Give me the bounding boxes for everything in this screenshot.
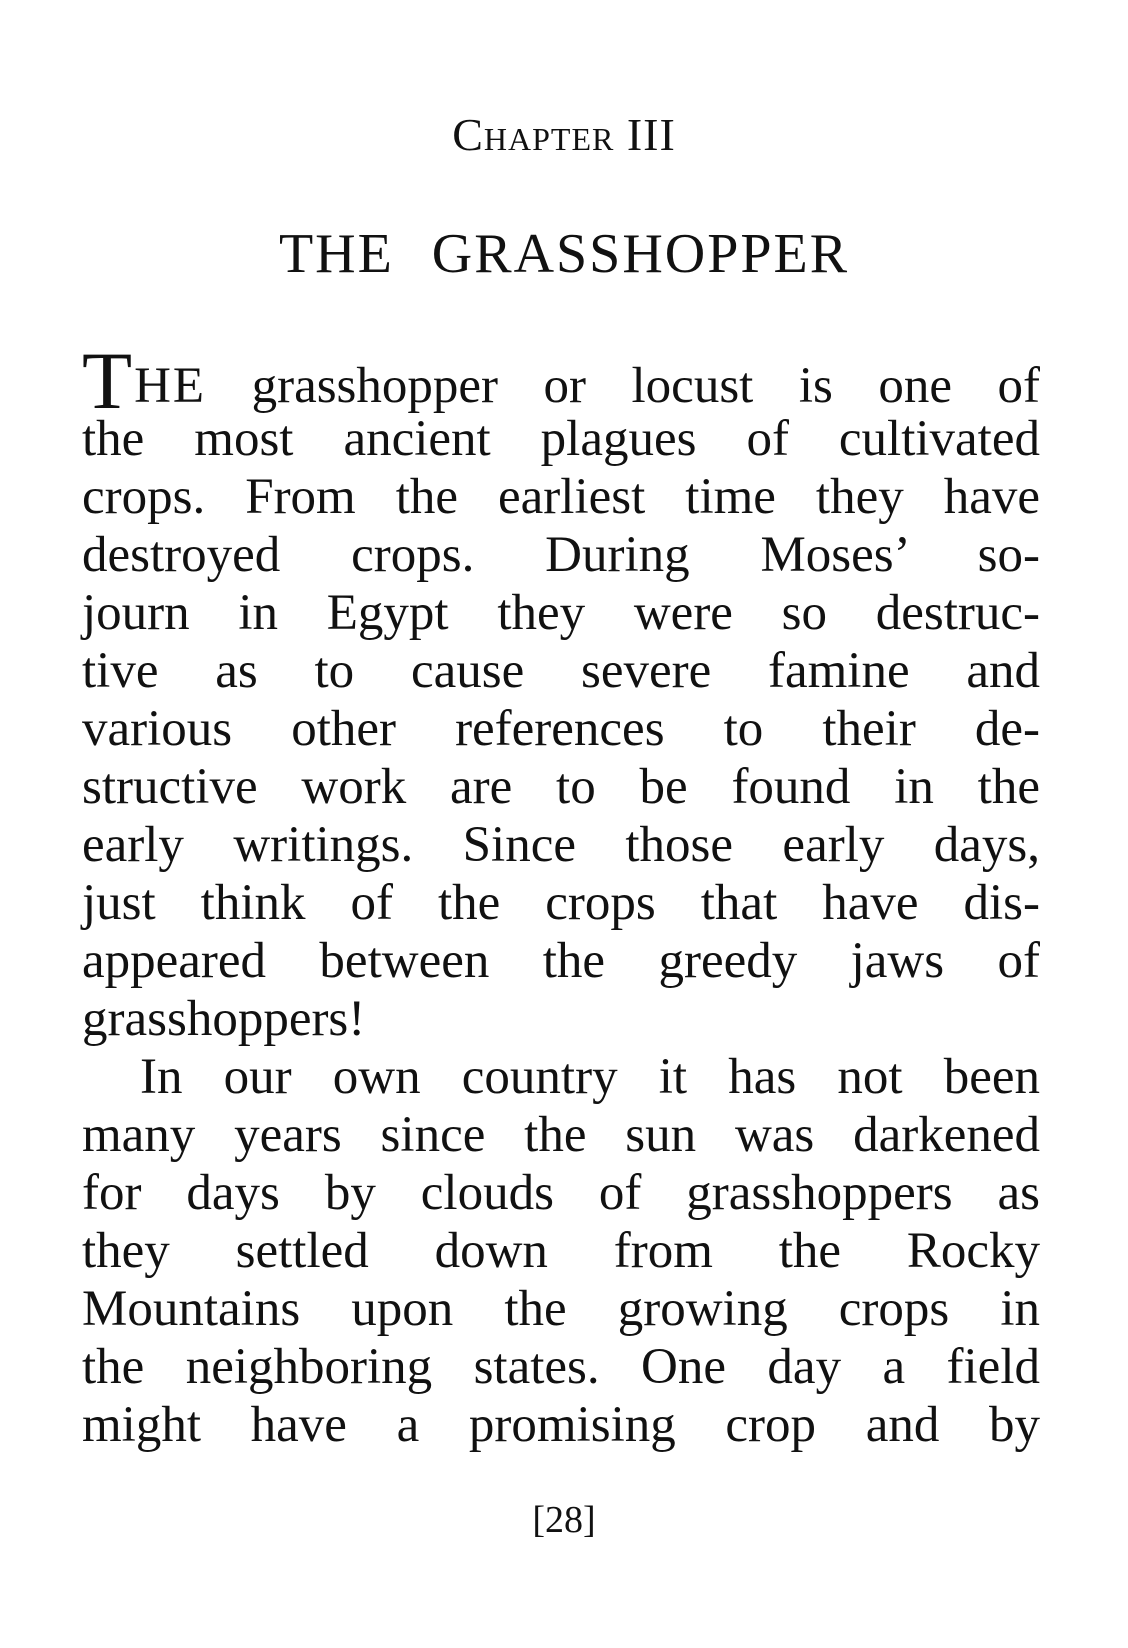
text-line: various other references to their de- bbox=[82, 701, 1040, 757]
text-line: In our own country it has not been bbox=[140, 1049, 1040, 1105]
chapter-label: Chapter III bbox=[452, 109, 676, 160]
text-line: the most ancient plagues of cultivated bbox=[82, 411, 1040, 467]
body-text bbox=[82, 335, 1040, 1454]
text-line: the neighboring states. One day a field bbox=[82, 1339, 1040, 1395]
text-line: they settled down from the Rocky bbox=[82, 1223, 1040, 1279]
text-line: might have a promising crop and by bbox=[82, 1397, 1040, 1453]
text-line: Mountains upon the growing crops in bbox=[82, 1281, 1040, 1337]
lead-in: HE bbox=[134, 358, 207, 414]
text-line: structive work are to be found in the bbox=[82, 759, 1040, 815]
text-line: just think of the crops that have dis- bbox=[82, 875, 1040, 931]
text-line: early writings. Since those early days, bbox=[82, 817, 1040, 873]
text-line: grasshoppers! bbox=[82, 991, 366, 1047]
drop-cap: T bbox=[82, 335, 133, 426]
text-line: appeared between the greedy jaws of bbox=[82, 933, 1040, 989]
text-line bbox=[82, 335, 1040, 426]
page-number: [28] bbox=[532, 1499, 596, 1541]
text-line: tive as to cause severe famine and bbox=[82, 643, 1040, 699]
text-line: crops. From the earliest time they have bbox=[82, 469, 1040, 525]
line-text: grasshopper or locust is one of bbox=[206, 358, 1040, 414]
text-line: for days by clouds of grasshoppers as bbox=[82, 1165, 1040, 1221]
text-line: journ in Egypt they were so destruc- bbox=[82, 585, 1040, 641]
chapter-title: THE GRASSHOPPER bbox=[278, 223, 850, 285]
text-line: many years since the sun was darkened bbox=[82, 1107, 1040, 1163]
text-line: destroyed crops. During Moses’ so- bbox=[82, 527, 1040, 583]
